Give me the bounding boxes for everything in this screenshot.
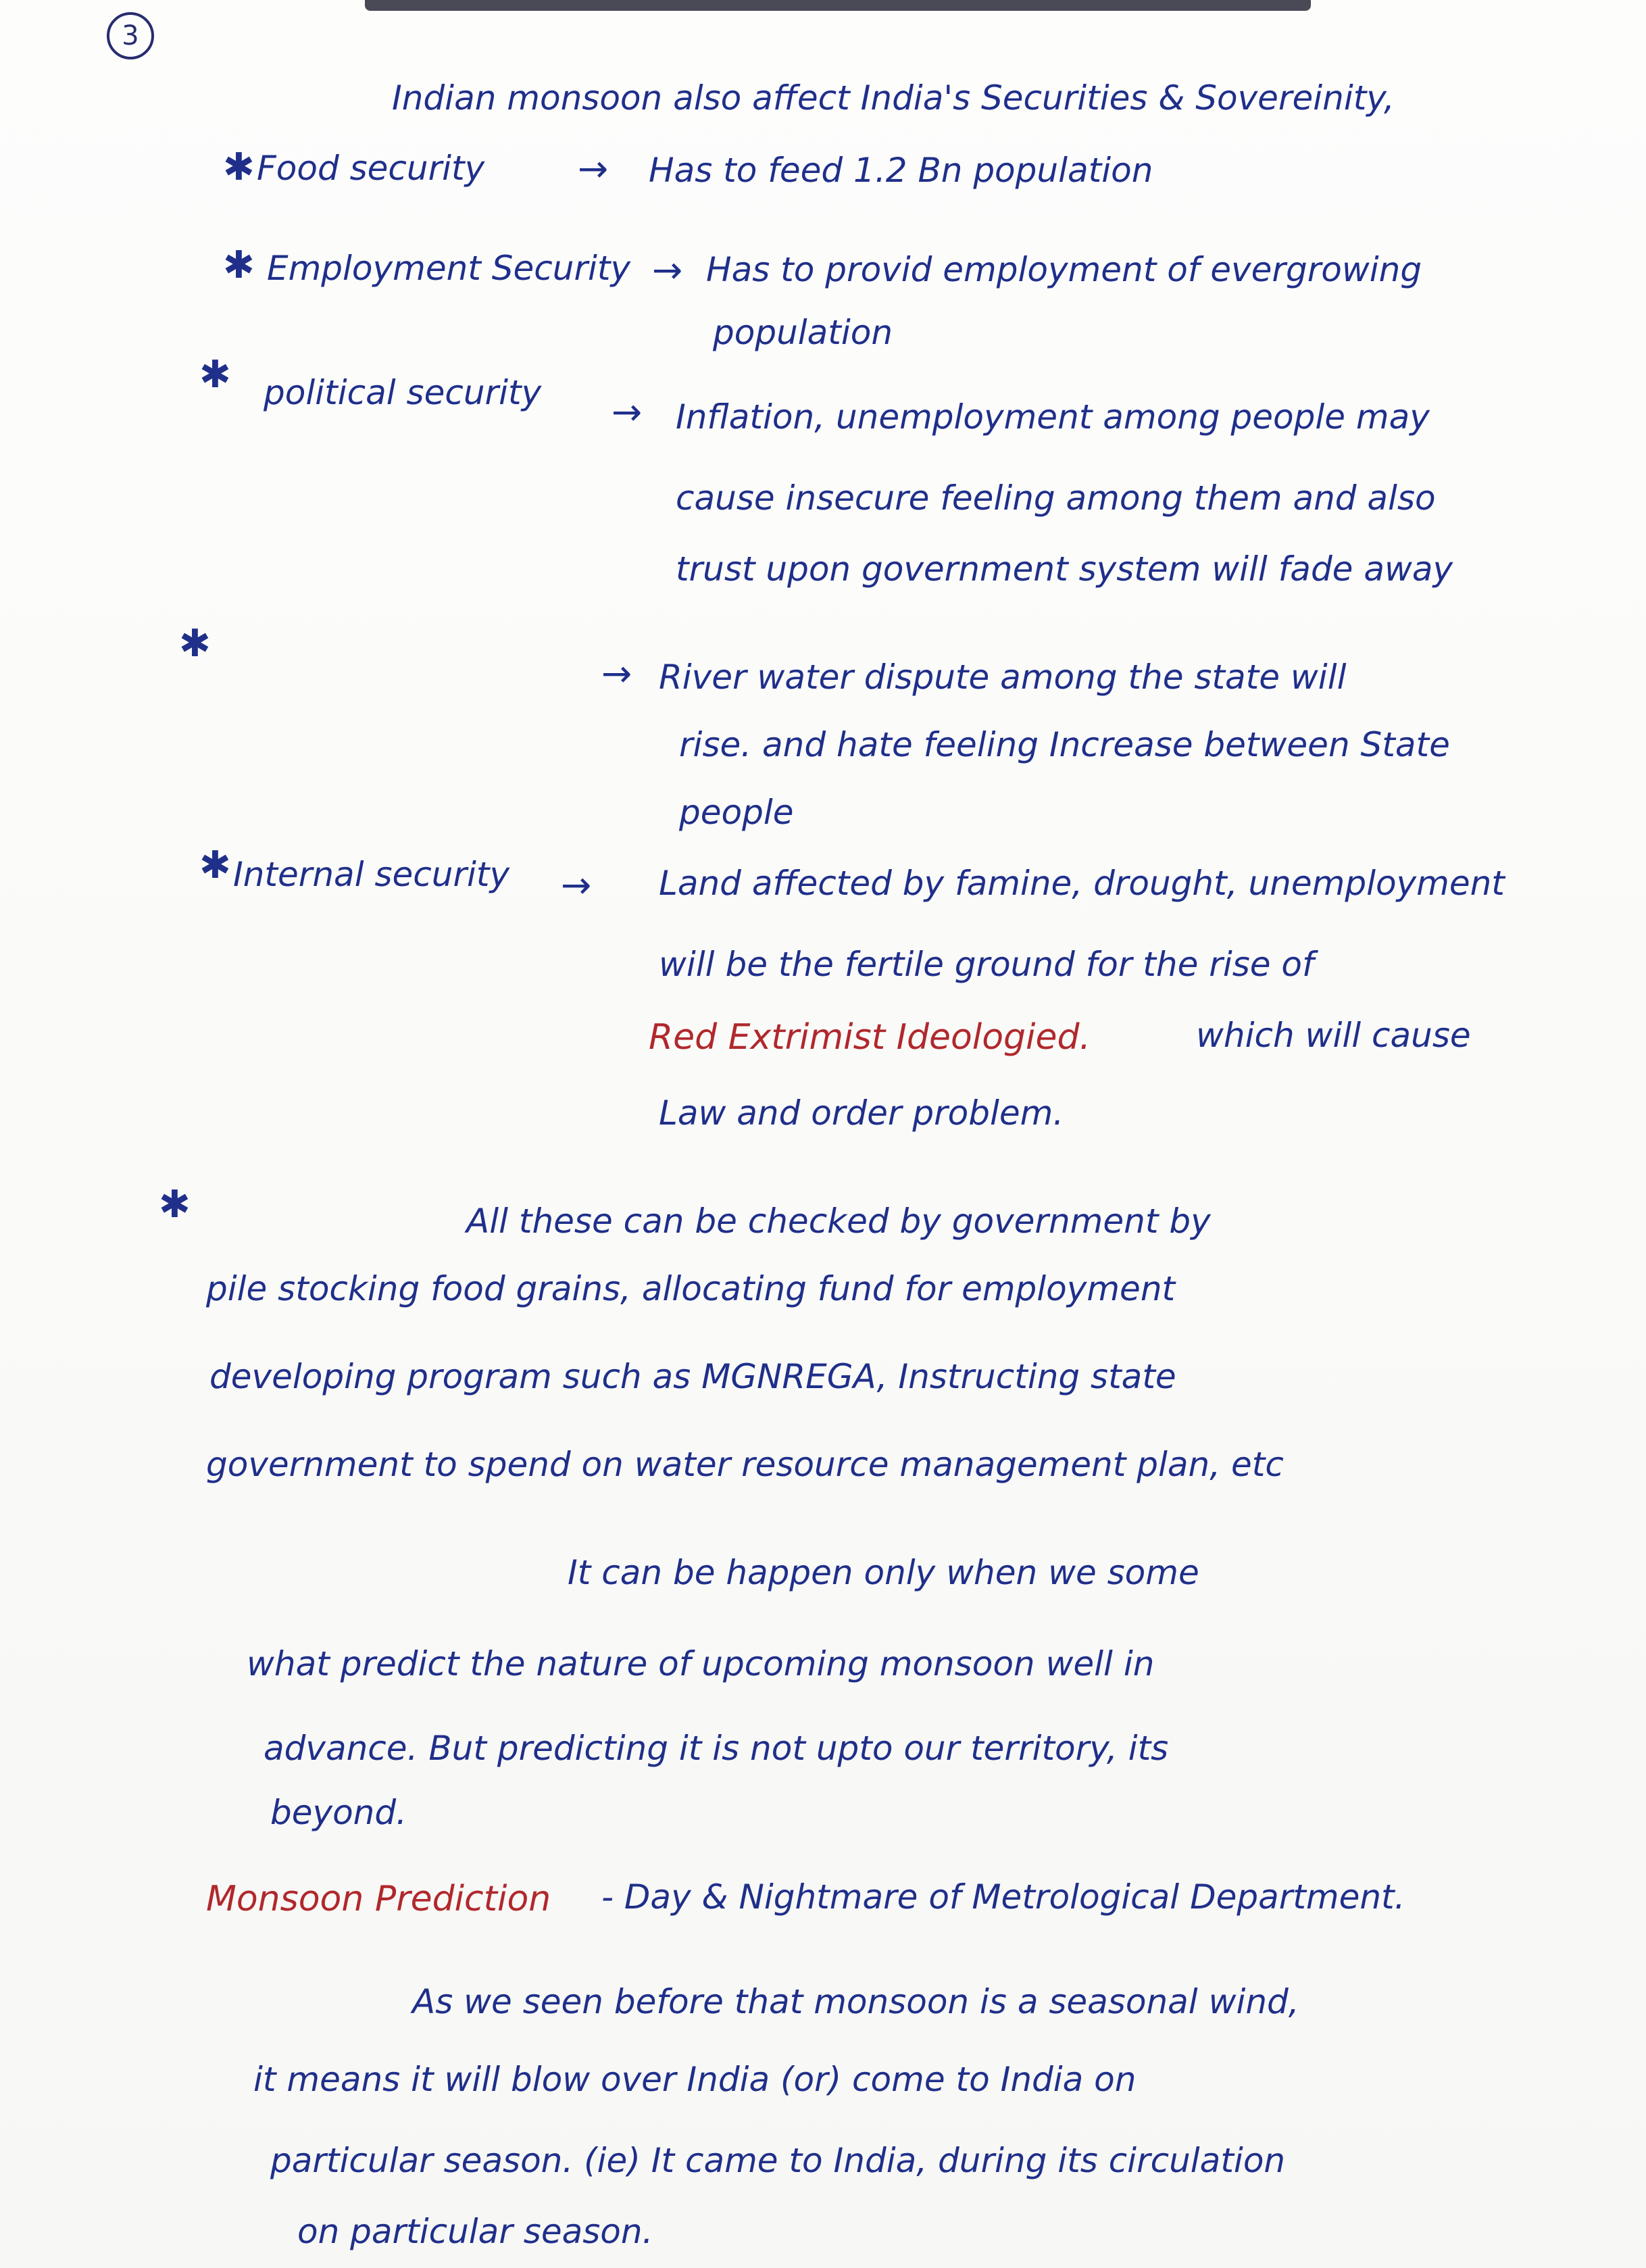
arrow-icon: →: [561, 864, 592, 906]
political-security-text-1: Inflation, unemployment among people may: [676, 397, 1430, 437]
star-bullet-icon: ✱: [199, 843, 231, 887]
river-dispute-text-3: people: [679, 793, 794, 832]
star-bullet-icon: ✱: [159, 1183, 191, 1227]
paragraph1-line-4: government to spend on water resource management plan, etc: [206, 1445, 1284, 1484]
monsoon-prediction-heading: Monsoon Prediction: [206, 1879, 551, 1919]
employment-security-text-1: Has to provid employment of evergrowing: [706, 250, 1422, 289]
arrow-icon: →: [652, 249, 683, 291]
employment-security-label: Employment Security: [267, 249, 631, 288]
internal-security-label: Internal security: [233, 855, 510, 894]
arrow-icon: →: [578, 147, 609, 190]
food-security-text: Has to feed 1.2 Bn population: [649, 151, 1153, 190]
internal-security-text-2: will be the fertile ground for the rise of: [659, 945, 1314, 984]
political-security-text-3: trust upon government system will fade away: [676, 549, 1453, 589]
red-extremist-text: Red Extrimist Ideologied.: [649, 1017, 1091, 1058]
political-security-text-2: cause insecure feeling among them and also: [676, 478, 1436, 518]
star-bullet-icon: ✱: [223, 243, 255, 287]
internal-security-text-4: Law and order problem.: [659, 1093, 1064, 1133]
monsoon-prediction-subheading: - Day & Nightmare of Metrological Department.: [601, 1877, 1405, 1917]
river-dispute-text-1: River water dispute among the state will: [659, 658, 1347, 697]
paragraph1-line-3: developing program such as MGNREGA, Instructing state: [209, 1357, 1176, 1396]
paragraph3-line-2: it means it will blow over India (or) come to India on: [253, 2060, 1137, 2099]
internal-security-text-3: which will cause: [1196, 1016, 1471, 1055]
paragraph2-line-2: what predict the nature of upcoming monsoon well in: [247, 1644, 1155, 1683]
paragraph1-line-2: pile stocking food grains, allocating fund for employment: [206, 1269, 1176, 1308]
paragraph2-line-3: advance. But predicting it is not upto our territory, its: [264, 1729, 1169, 1768]
star-bullet-icon: ✱: [179, 622, 211, 666]
paragraph2-line-4: beyond.: [270, 1793, 407, 1832]
food-security-label: Food security: [257, 149, 485, 188]
political-security-label: political security: [264, 373, 542, 412]
employment-security-text-2: population: [713, 313, 893, 352]
page-top-edge: [365, 0, 1311, 11]
paragraph2-line-1: It can be happen only when we some: [568, 1553, 1199, 1592]
arrow-icon: →: [601, 652, 632, 695]
internal-security-text-1: Land affected by famine, drought, unemployment: [659, 864, 1505, 903]
page-number: 3: [107, 12, 154, 59]
star-bullet-icon: ✱: [223, 145, 255, 189]
paragraph3-line-4: on particular season.: [297, 2212, 653, 2251]
arrow-icon: →: [612, 391, 643, 433]
paragraph3-line-1: As we seen before that monsoon is a seasonal wind,: [412, 1982, 1299, 2021]
intro-line: Indian monsoon also affect India's Securities & Sovereinity,: [392, 78, 1395, 118]
paragraph1-line-1: All these can be checked by government by: [466, 1202, 1211, 1241]
river-dispute-text-2: rise. and hate feeling Increase between State: [679, 725, 1450, 764]
paragraph3-line-3: particular season. (ie) It came to India, during its circulation: [270, 2141, 1286, 2180]
star-bullet-icon: ✱: [199, 353, 231, 397]
